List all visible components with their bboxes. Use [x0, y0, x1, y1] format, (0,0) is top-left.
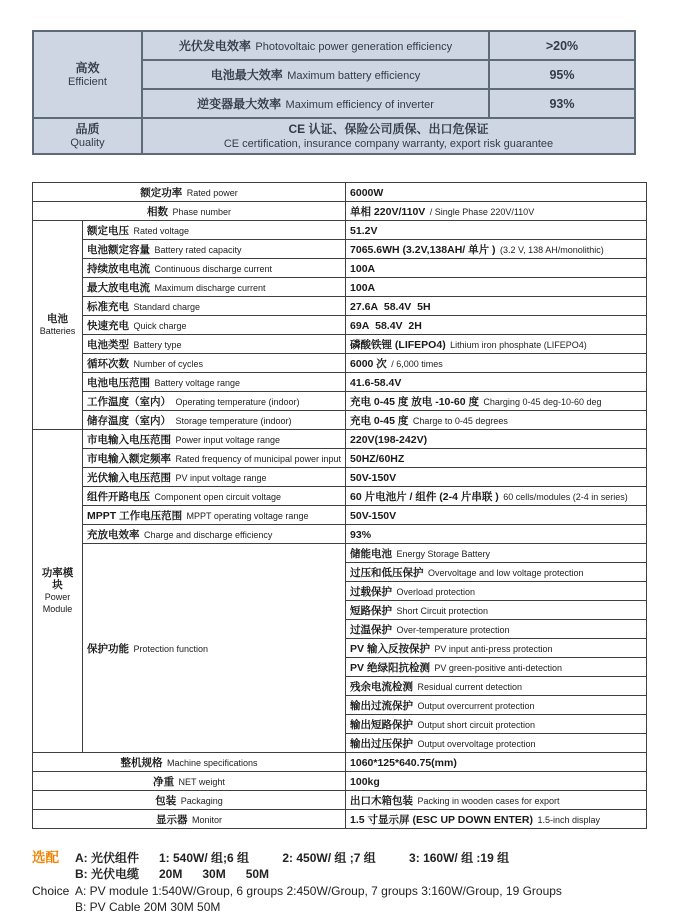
label-zh: 整机规格 [120, 757, 163, 769]
spec-row [33, 316, 647, 335]
label-en: Machine specifications [166, 758, 258, 768]
value-en: Output overcurrent protection [417, 701, 535, 711]
label-zh: 标准充电 [87, 301, 129, 313]
option-line-a-zh: A: 光伏组件 1: 540W/ 组;6 组 2: 450W/ 组 ;7 组 3: 160W/ 组 :19 组 [75, 851, 510, 865]
value-zh: 1.5 寸显示屏 (ESC UP DOWN ENTER) [350, 814, 534, 826]
group-cell-power-module [33, 430, 83, 753]
label-zh: 快速充电 [87, 320, 129, 332]
value-en: Overload protection [396, 587, 476, 597]
value-zh: 1060*125*640.75(mm) [350, 757, 457, 769]
value-cell [346, 202, 647, 221]
options-en-lines [75, 883, 562, 915]
value-zh: PV 输入反按保护 [350, 643, 430, 655]
value-cell [346, 487, 647, 506]
value-en: Over-temperature protection [396, 625, 510, 635]
label-zh: 相数 [147, 206, 168, 218]
label-zh: 组件开路电压 [87, 491, 150, 503]
options-zh-lines [75, 850, 509, 882]
value-en: PV input anti-press protection [434, 644, 553, 654]
label-en: Monitor [191, 815, 222, 825]
value-cell [346, 297, 647, 316]
quality-value-en: CE certification, insurance company warranty, export risk guarantee [223, 138, 554, 150]
highlight-row-quality [33, 118, 635, 154]
protection-item [346, 639, 647, 658]
value-zh: 输出短路保护 [350, 719, 414, 731]
label-zh: 市电输入电压范围 [87, 434, 171, 446]
label-en: Operating temperature (indoor) [175, 397, 300, 407]
value-cell [346, 183, 647, 202]
value-zh: 充电 0-45 度 放电 -10-60 度 [350, 396, 479, 408]
spec-row [33, 468, 647, 487]
label-cell [83, 449, 346, 468]
label-cell [83, 468, 346, 487]
value-en: / 6,000 times [391, 359, 443, 369]
protection-item [346, 734, 647, 753]
value-cell [489, 60, 635, 89]
label-cell [33, 791, 346, 810]
value-cell [346, 316, 647, 335]
option-line-b-zh: B: 光伏电缆 20M 30M 50M [75, 867, 270, 881]
value-zh: 出口木箱包装 [350, 795, 414, 807]
label-en: Rated frequency of municipal power input [175, 454, 342, 464]
value-zh: 100A [350, 282, 376, 294]
value-zh: 6000 次 [350, 358, 387, 370]
value-en: Output short circuit protection [417, 720, 536, 730]
value-cell [346, 753, 647, 772]
label-cell [33, 810, 346, 829]
value-cell [346, 259, 647, 278]
group-cell-quality [33, 118, 142, 154]
spec-row [33, 259, 647, 278]
label-cell [33, 772, 346, 791]
criteria-en: Maximum battery efficiency [287, 69, 421, 82]
protection-item [346, 696, 647, 715]
criteria-en: Maximum efficiency of inverter [285, 98, 434, 111]
spec-row [33, 392, 647, 411]
spec-table [32, 182, 647, 829]
protection-item [346, 677, 647, 696]
value-zh: PV 绝绿阳抗检测 [350, 662, 430, 674]
options-en-block [32, 883, 675, 915]
value-zh: 100kg [350, 776, 380, 788]
label-zh: 净重 [153, 776, 175, 788]
spec-row [33, 373, 647, 392]
spec-row [33, 335, 647, 354]
label-en: Battery voltage range [154, 378, 241, 388]
value-en: Charge to 0-45 degrees [412, 416, 508, 426]
value-cell [346, 278, 647, 297]
label-zh: 保护功能 [87, 643, 129, 655]
label-cell [83, 392, 346, 411]
criteria-value: 95% [549, 67, 575, 82]
value-zh: 过温保护 [350, 624, 393, 636]
group-label-en: Batteries [39, 326, 76, 336]
label-cell [83, 278, 346, 297]
value-zh: 输出过流保护 [350, 700, 414, 712]
spec-row [33, 506, 647, 525]
spec-row [33, 278, 647, 297]
value-zh: 过压和低压保护 [350, 567, 424, 579]
spec-row [33, 449, 647, 468]
group-label-zh: 电池 [47, 313, 68, 325]
label-en: Maximum discharge current [154, 283, 266, 293]
value-en: Energy Storage Battery [396, 549, 491, 559]
label-en: Power input voltage range [175, 435, 281, 445]
option-line-a-en: A: PV module 1:540W/Group, 6 groups 2:450W/Group, 7 groups 3:160W/Group, 19 Groups [75, 884, 562, 898]
label-en: Battery rated capacity [154, 245, 242, 255]
group-label-en: Module [42, 604, 73, 614]
value-zh: 50HZ/60HZ [350, 453, 405, 465]
label-zh: 显示器 [156, 814, 188, 826]
spec-row [33, 297, 647, 316]
value-zh: 单相 220V/110V [350, 206, 426, 218]
label-cell [83, 221, 346, 240]
value-zh: 充电 0-45 度 [350, 415, 409, 427]
value-cell [346, 240, 647, 259]
highlight-row [33, 31, 635, 60]
spec-row [33, 772, 647, 791]
value-en: Output overvoltage protection [417, 739, 536, 749]
options-label-zh: 选配 [32, 850, 59, 865]
value-zh: 60 片电池片 / 组件 (2-4 片串联 ) [350, 491, 499, 503]
value-zh: 93% [350, 529, 372, 541]
spec-row [33, 791, 647, 810]
value-cell [346, 335, 647, 354]
value-en: 60 cells/modules (2-4 in series) [503, 492, 628, 502]
label-cell [83, 259, 346, 278]
protection-item [346, 563, 647, 582]
protection-item [346, 601, 647, 620]
criteria-zh: 逆变器最大效率 [197, 96, 282, 111]
protection-item [346, 620, 647, 639]
label-zh: 市电输入额定频率 [87, 453, 171, 465]
spec-row [33, 411, 647, 430]
group-cell-batteries [33, 221, 83, 430]
protection-item [346, 715, 647, 734]
value-cell [489, 31, 635, 60]
label-en: Standard charge [133, 302, 200, 312]
value-cell [489, 89, 635, 118]
value-cell [346, 392, 647, 411]
label-cell [83, 335, 346, 354]
label-cell [83, 430, 346, 449]
highlight-table [32, 30, 636, 155]
value-cell [346, 354, 647, 373]
spec-row [33, 240, 647, 259]
label-en: Number of cycles [133, 359, 203, 369]
options-zh-block [32, 850, 675, 882]
label-en: Packaging [180, 796, 223, 806]
value-zh: 储能电池 [350, 548, 393, 560]
label-zh: MPPT 工作电压范围 [87, 510, 183, 522]
value-zh: 69A 58.4V 2H [350, 320, 422, 332]
group-cell-efficient [33, 31, 142, 118]
label-en: Rated power [186, 188, 238, 198]
spec-row [33, 221, 647, 240]
spec-row [33, 487, 647, 506]
value-zh: 磷酸铁锂 (LIFEPO4) [350, 339, 446, 351]
label-en: Quick charge [133, 321, 187, 331]
value-zh: 51.2V [350, 225, 378, 237]
value-en: (3.2 V, 138 AH/monolithic) [499, 245, 604, 255]
criteria-cell [142, 31, 489, 60]
group-label-en: Quality [70, 137, 105, 149]
label-zh: 光伏输入电压范围 [87, 472, 171, 484]
label-en: Component open circuit voltage [154, 492, 282, 502]
label-en: Continuous discharge current [154, 264, 273, 274]
label-cell-protection [83, 544, 346, 753]
label-zh: 电池电压范围 [87, 377, 150, 389]
criteria-value: 93% [549, 96, 575, 111]
protection-item [346, 582, 647, 601]
quality-value-cell [142, 118, 635, 154]
spec-row [33, 183, 647, 202]
value-zh: 7065.6WH (3.2V,138AH/ 单片 ) [350, 244, 496, 256]
value-cell [346, 430, 647, 449]
label-cell [33, 183, 346, 202]
value-zh: 27.6A 58.4V 5H [350, 301, 431, 313]
label-en: Storage temperature (indoor) [175, 416, 292, 426]
value-en: 1.5-inch display [537, 815, 601, 825]
spec-row [33, 753, 647, 772]
spec-row [33, 354, 647, 373]
group-label-zh: 品质 [75, 122, 100, 136]
label-zh: 额定电压 [87, 225, 129, 237]
label-cell [83, 506, 346, 525]
quality-value-zh: CE 认证、保险公司质保、出口危保证 [288, 122, 489, 136]
value-zh: 过载保护 [350, 586, 393, 598]
value-zh: 6000W [350, 187, 384, 199]
label-zh: 电池类型 [87, 339, 129, 351]
value-en: PV green-positive anti-detection [434, 663, 562, 673]
options-section [32, 850, 675, 915]
label-zh: 持续放电电流 [87, 263, 150, 275]
label-zh: 电池额定容量 [87, 244, 150, 256]
label-zh: 循环次数 [87, 358, 129, 370]
value-cell [346, 411, 647, 430]
label-zh: 充放电效率 [87, 529, 140, 541]
label-cell [83, 354, 346, 373]
protection-item [346, 658, 647, 677]
value-zh: 220V(198-242V) [350, 434, 428, 446]
label-en: Rated voltage [133, 226, 189, 236]
label-cell [33, 753, 346, 772]
label-cell [83, 411, 346, 430]
value-en: / Single Phase 220V/110V [429, 207, 535, 217]
label-cell [83, 316, 346, 335]
value-cell [346, 373, 647, 392]
label-cell [83, 525, 346, 544]
spec-row [33, 430, 647, 449]
label-en: PV input voltage range [175, 473, 267, 483]
value-zh: 输出过压保护 [350, 738, 414, 750]
spec-row [33, 544, 647, 563]
value-en: Short Circuit protection [396, 606, 489, 616]
group-label-zh: 高效 [75, 60, 100, 75]
criteria-value: >20% [545, 38, 579, 53]
label-en: NET weight [178, 777, 225, 787]
label-zh: 包装 [155, 795, 177, 807]
spec-row [33, 202, 647, 221]
value-en: Packing in wooden cases for export [417, 796, 560, 806]
criteria-en: Photovoltaic power generation efficiency [255, 40, 453, 53]
label-en: Phase number [172, 207, 231, 217]
value-zh: 短路保护 [350, 605, 393, 617]
criteria-cell [142, 60, 489, 89]
value-en: Residual current detection [417, 682, 523, 692]
option-line-b-en: B: PV Cable 20M 30M 50M [75, 900, 221, 914]
value-zh: 41.6-58.4V [350, 377, 402, 389]
value-en: Lithium iron phosphate (LIFEPO4) [450, 340, 587, 350]
value-zh: 50V-150V [350, 510, 397, 522]
value-zh: 50V-150V [350, 472, 397, 484]
value-cell [346, 772, 647, 791]
value-en: Overvoltage and low voltage protection [427, 568, 584, 578]
group-label-en: Efficient [68, 75, 107, 88]
label-en: MPPT operating voltage range [186, 511, 309, 521]
criteria-zh: 光伏发电效率 [178, 38, 251, 53]
value-cell [346, 221, 647, 240]
protection-item [346, 544, 647, 563]
value-cell [346, 525, 647, 544]
options-label-en: Choice [32, 884, 70, 898]
value-cell [346, 506, 647, 525]
value-zh: 100A [350, 263, 376, 275]
label-zh: 储存温度（室内） [87, 415, 171, 427]
label-cell [83, 240, 346, 259]
value-zh: 残余电流检测 [350, 681, 414, 693]
label-zh: 额定功率 [140, 187, 183, 199]
group-label-zh: 功率模块 [41, 567, 74, 591]
label-en: Protection function [133, 644, 208, 654]
label-en: Battery type [133, 340, 182, 350]
label-cell [83, 297, 346, 316]
label-cell [83, 487, 346, 506]
label-zh: 工作温度（室内） [87, 396, 171, 408]
value-cell [346, 791, 647, 810]
value-cell [346, 810, 647, 829]
criteria-cell [142, 89, 489, 118]
value-en: Charging 0-45 deg-10-60 deg [483, 397, 602, 407]
label-cell [33, 202, 346, 221]
label-cell [83, 373, 346, 392]
value-cell [346, 449, 647, 468]
value-cell [346, 468, 647, 487]
criteria-zh: 电池最大效率 [210, 67, 283, 82]
spec-row [33, 525, 647, 544]
spec-row [33, 810, 647, 829]
label-zh: 最大放电电流 [87, 282, 150, 294]
group-label-en: Power [44, 592, 71, 602]
label-en: Charge and discharge efficiency [143, 530, 273, 540]
